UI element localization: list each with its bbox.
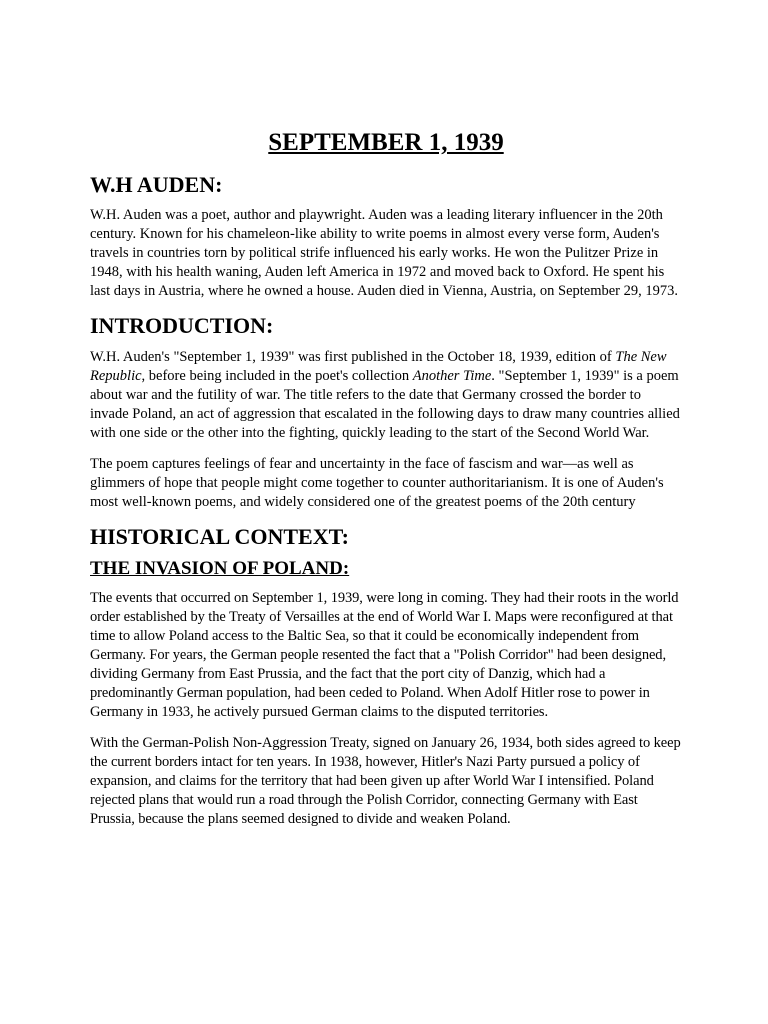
intro-italic-another-time: Another Time <box>412 367 492 384</box>
intro-text-part-2: , before being included in the poet's collection <box>141 367 413 384</box>
section-heading-introduction: INTRODUCTION: <box>90 313 274 339</box>
intro-text-part-3: . "September 1, 1939" is a poem about war and the futility of war. The title refers to the date that Germany crossed the border to invade Poland, an act of aggression that escalated in the following days to draw many countries allied with one side or the other into the fighting, quickly leading to the start of the Second World War. <box>90 367 680 441</box>
historical-paragraph-1: The events that occurred on September 1, 1939, were long in coming. They had their roots in the world order established by the Treaty of Versailles at the end of World War I. Maps were reconfigured at that time to allow Poland access to the Baltic Sea, so that it could be economically independent from Germany. For years, the German people resented the fact that a "Polish Corridor" had been designed, dividing Germany from East Prussia, and the fact that the port city of Danzig, which had a predominantly German population, had been ceded to Poland. When Adolf Hitler rose to power in Germany in 1933, he actively pursued German claims to the disputed territories. <box>90 589 679 720</box>
document-page <box>90 128 682 841</box>
section-heading-auden: W.H AUDEN: <box>90 172 223 197</box>
introduction-paragraph-2: The poem captures feelings of fear and uncertainty in the face of fascism and war—as well as glimmers of hope that people might come together to counter authoritarianism. It is one of Auden's most well-known poems, and widely considered one of the greatest poems of the 20th century <box>90 455 664 510</box>
intro-text-part-1: W.H. Auden's "September 1, 1939" was first published in the October 18, 1939, edition of <box>90 348 616 365</box>
introduction-paragraph-1 <box>90 348 682 443</box>
subheading-invasion-of-poland: THE INVASION OF POLAND: <box>90 558 350 580</box>
section-heading-historical-context: HISTORICAL CONTEXT: <box>90 523 349 549</box>
historical-paragraph-2: With the German-Polish Non-Aggression Treaty, signed on January 26, 1934, both sides agreed to keep the current borders intact for ten years. In 1938, however, Hitler's Nazi Party pursued a policy of expansion, and claims for the territory that had been given up after World War I intensified. Poland rejected plans that would run a road through the Polish Corridor, connecting Germany with East Prussia, because the plans seemed designed to divide and weaken Poland. <box>90 734 681 827</box>
intro-italic-new-republic: The New Republic <box>90 348 667 384</box>
auden-paragraph: W.H. Auden was a poet, author and playwright. Auden was a leading literary influencer in the 20th century. Known for his chameleon-like ability to write poems in almost every verse form, Auden's travels in countries torn by political strife influenced his early works. He won the Pulitzer Prize in 1948, with his health waning, Auden left America in 1972 and moved back to Oxford. He spent his last days in Austria, where he owned a house. Auden died in Vienna, Austria, on September 29, 1973. <box>90 207 679 300</box>
document-title: SEPTEMBER 1, 1939 <box>268 129 504 156</box>
